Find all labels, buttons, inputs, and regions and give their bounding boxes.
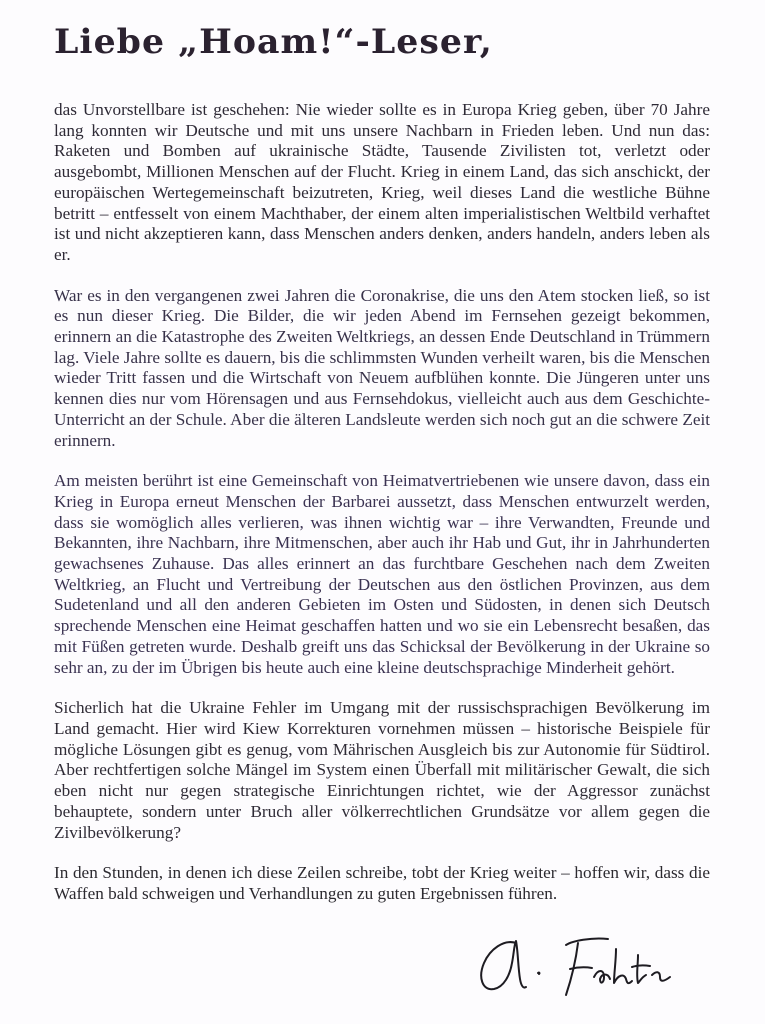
letter-body <box>54 100 710 925</box>
letter-paragraph-5: In den Stunden, in denen ich diese Zeilen schreibe, tobt der Krieg weiter – hoffen wir, dass die Waffen bald schweigen und Verhandlungen zu guten Ergebnissen führen. <box>54 863 710 903</box>
letter-salutation: Liebe „Hoam!“-Leser, <box>54 22 493 62</box>
letter-paragraph-2: War es in den vergangenen zwei Jahren die Coronakrise, die uns den Atem stocken ließ, so ist es nun dieser Krieg. Die Bilder, die wir jeden Abend im Fernsehen gezeigt bekommen, erinnern an die Katastrophe des Zweiten Weltkriegs, an dessen Ende Deutschland in Trümmern lag. Viele Jahre sollte es dauern, bis die schlimmsten Wunden verheilt waren, bis die Menschen wieder Tritt fassen und die Wirtschaft von Neuem aufblühen konnte. Die Jüngeren unter uns kennen dies nur vom Hörensagen und aus Fernsehdokus, vielleicht auch aus dem Geschichte-Unterricht an der Schule. Aber die älteren Landsleute werden sich noch gut an die schwere Zeit erinnern. <box>54 285 710 450</box>
letter-paragraph-1: das Unvorstellbare ist geschehen: Nie wieder sollte es in Europa Krieg geben, über 70 Jahre lang konnten wir Deutsche und mit uns unsere Nachbarn in Frieden leben. Und nun das: Raketen und Bomben auf ukrainische Städte, Tausende Zivilisten tot, verletzt oder ausgebombt, Millionen Menschen auf der Flucht. Krieg in einem Land, das sich anschickt, der europäischen Wertegemeinschaft beizutreten, Krieg, weil dieses Land die westliche Bühne betritt – entfesselt von einem Machthaber, der einem alten imperialistischen Weltbild verhaftet ist und nicht akzeptieren kann, dass Menschen anders denken, anders handeln, anders leben als er. <box>54 100 710 264</box>
letter-paragraph-3: Am meisten berührt ist eine Gemeinschaft von Heimatvertriebenen wie unsere davon, dass ein Krieg in Europa erneut Menschen der Barbarei aussetzt, dass Menschen entwurzelt werden, dass sie womöglich alles verlieren, was ihnen wichtig war – ihre Verwandten, Freunde und Bekannten, ihre Nachbarn, ihre Mitmenschen, aber auch ihr Hab und Gut, ihr in Jahrhunderten gewachsenes Zuhause. Das alles erinnert an das furchtbare Geschehen nach dem Zweiten Weltkrieg, an Flucht und Vertreibung der Deutschen aus den östlichen Provinzen, aus dem Sudetenland und all den anderen Gebieten im Osten und Südosten, in denen sich Deutsch sprechende Menschen eine Heimat geschaffen hatten und wo sie ein Lebensrecht besaßen, das mit Füßen getreten wurde. Deshalb greift uns das Schicksal der Bevölkerung in der Ukraine so sehr an, zu der im Übrigen bis heute auch eine kleine deutschsprachige Minderheit gehört. <box>54 471 710 677</box>
signature-icon <box>470 915 690 1005</box>
letter-paragraph-4: Sicherlich hat die Ukraine Fehler im Umgang mit der russischsprachigen Bevölkerung im Land gemacht. Hier wird Kiew Korrekturen vornehmen müssen – historische Beispiele für mögliche Lösungen gibt es genug, vom Mährischen Ausgleich bis zur Autonomie für Südtirol. Aber rechtfertigen solche Mängel im System einen Überfall mit militärischer Gewalt, die sich eben nicht nur gegen strategische Einrichtungen richtet, wie der Aggressor zunächst behauptete, sondern unter Bruch aller völkerrechtlichen Grundsätze vor allem gegen die Zivilbevölkerung? <box>54 698 710 842</box>
